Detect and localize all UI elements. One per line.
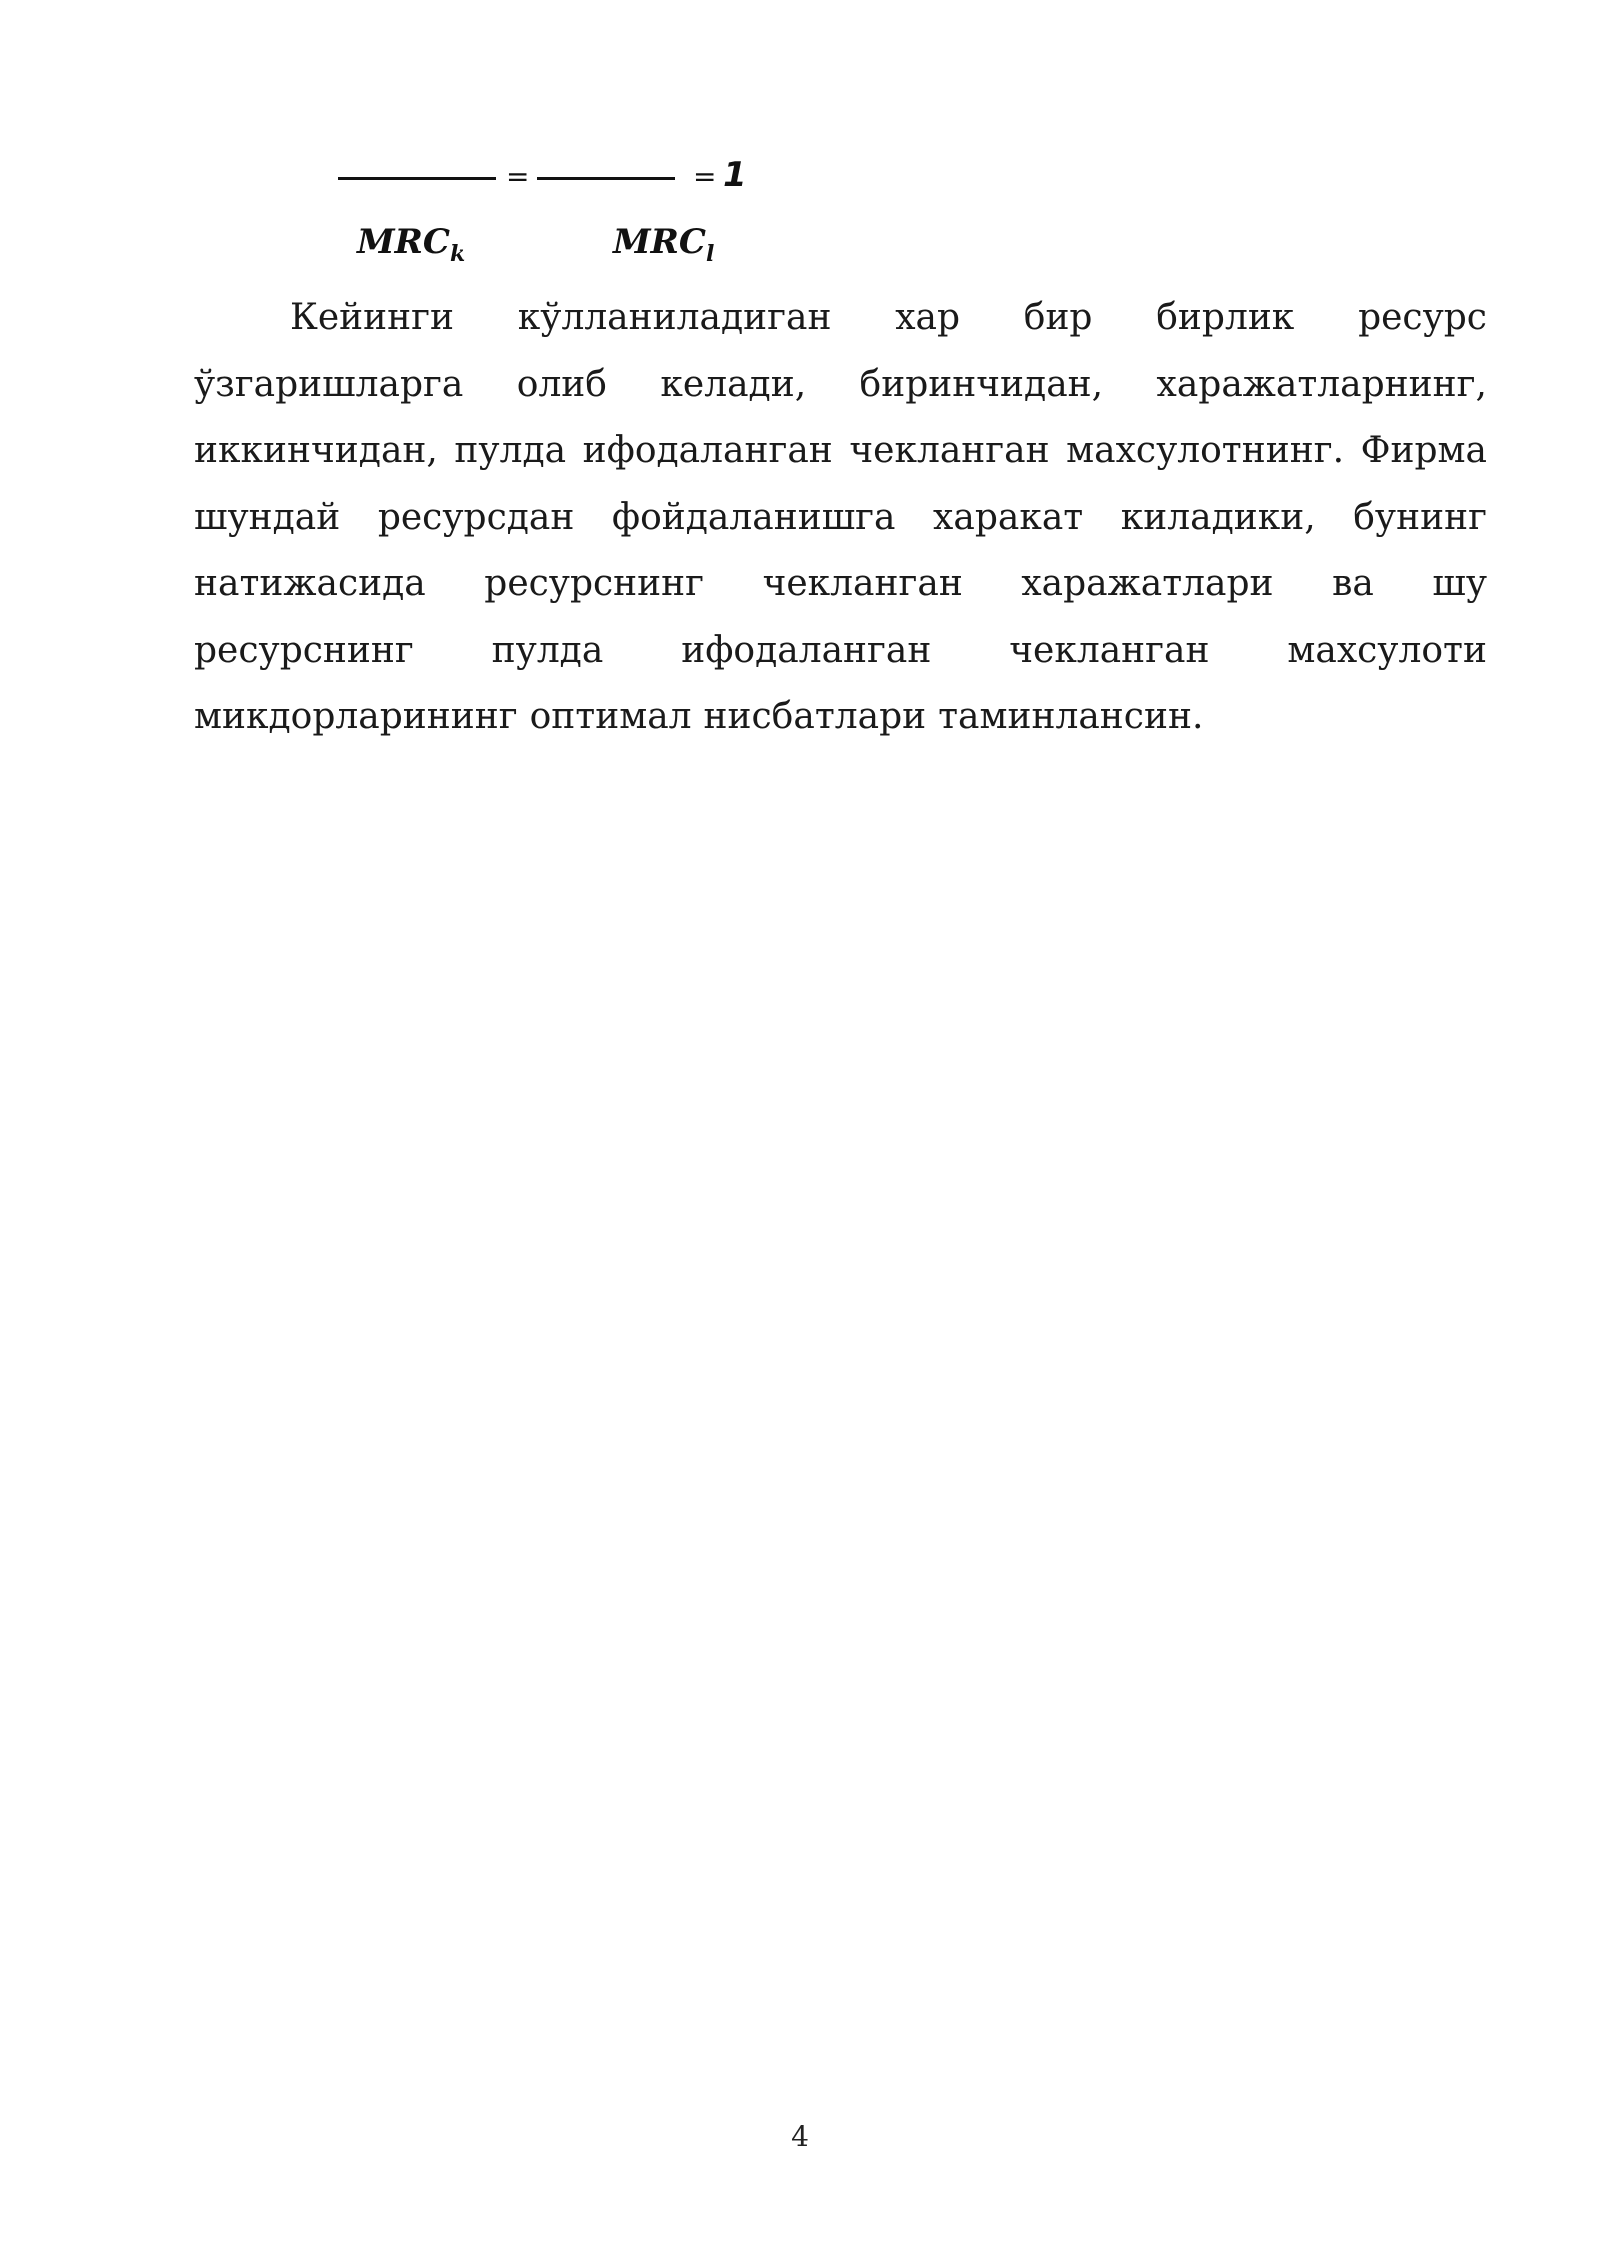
word: ресурсдан bbox=[377, 496, 575, 538]
denominator-base: MRC bbox=[357, 222, 450, 262]
word: бирлик bbox=[1156, 297, 1295, 338]
word: пулда bbox=[491, 629, 604, 671]
word: ўзгаришларга bbox=[194, 363, 464, 405]
word: махсулотнинг. bbox=[1066, 430, 1345, 471]
word: шу bbox=[1432, 563, 1487, 604]
word: шундай bbox=[194, 496, 341, 538]
word: биринчидан, bbox=[859, 363, 1104, 405]
fraction-bar-left bbox=[338, 177, 496, 180]
word: ифодаланган bbox=[582, 430, 833, 471]
word: харажатлари bbox=[1021, 563, 1274, 604]
paragraph-line bbox=[194, 618, 1487, 685]
word: оптимал bbox=[529, 696, 692, 737]
denominator-mrc-k bbox=[357, 222, 466, 267]
word: ресурснинг bbox=[484, 563, 705, 604]
word: кўлланиладиган bbox=[517, 297, 832, 338]
word: ресурс bbox=[1358, 297, 1487, 338]
word: бир bbox=[1023, 297, 1093, 338]
word: ифодаланган bbox=[681, 629, 932, 671]
page-number: 4 bbox=[791, 2120, 809, 2153]
word: олиб bbox=[516, 363, 607, 405]
paragraph-line bbox=[194, 551, 1487, 618]
formula-result: 1 bbox=[723, 155, 747, 195]
word: микдорларининг bbox=[194, 696, 518, 737]
word: таминлансин. bbox=[938, 696, 1204, 737]
word: нисбатлари bbox=[703, 696, 927, 737]
paragraph-line bbox=[194, 352, 1487, 419]
word: фойдаланишга bbox=[611, 496, 896, 538]
denominator-subscript: l bbox=[705, 241, 715, 267]
formula bbox=[0, 0, 1600, 280]
word: харажатларнинг, bbox=[1156, 363, 1487, 405]
denominator-base: MRC bbox=[613, 222, 706, 262]
word: чекланган bbox=[849, 430, 1050, 471]
paragraph-line bbox=[194, 485, 1487, 552]
denominator-mrc-l bbox=[613, 222, 715, 267]
word: келади, bbox=[660, 363, 807, 405]
paragraph-line bbox=[194, 418, 1487, 485]
equals-sign-rhs: = bbox=[693, 160, 717, 193]
word: махсулоти bbox=[1287, 629, 1487, 671]
word: бунинг bbox=[1353, 496, 1487, 538]
body-paragraph bbox=[194, 285, 1487, 751]
denominator-subscript: k bbox=[449, 241, 466, 267]
word: чекланган bbox=[762, 563, 963, 604]
word: пулда bbox=[454, 430, 567, 471]
word: Кейинги bbox=[290, 297, 455, 338]
word: иккинчидан, bbox=[194, 430, 438, 471]
word: Фирма bbox=[1360, 430, 1487, 471]
word: чекланган bbox=[1009, 629, 1210, 671]
word: харакат bbox=[933, 496, 1084, 538]
paragraph-line bbox=[194, 285, 1487, 352]
word: ва bbox=[1332, 563, 1374, 604]
equals-sign: = bbox=[506, 160, 530, 193]
word: ресурснинг bbox=[194, 629, 414, 671]
paragraph-line bbox=[194, 684, 1487, 751]
fraction-bar-right bbox=[537, 177, 675, 180]
word: хар bbox=[895, 297, 961, 338]
word: натижасида bbox=[194, 563, 426, 604]
word: киладики, bbox=[1120, 496, 1316, 538]
